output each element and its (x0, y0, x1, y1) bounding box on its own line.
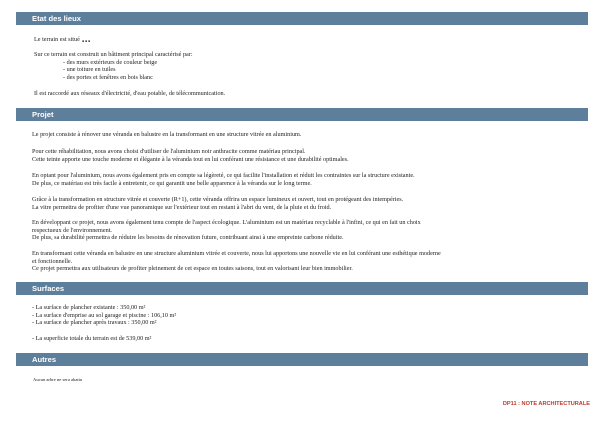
projet-paragraph: Grâce à la transformation en structure vitrée et couverte (R+1), cette véranda offrira un espace lumineux et ouvert, tout en protégeant des intempéries. (32, 196, 404, 203)
section-header-etat (16, 12, 588, 25)
construit-text: Sur ce terrain est construit un bâtiment principal caractérisé par: (34, 51, 193, 58)
projet-paragraph: La vitre permettra de profiter d'une vue panoramique sur l'extérieur tout en restant à l'abri du vent, de la pluie et du froid. (32, 203, 332, 211)
projet-paragraph: En transformant cette véranda en balustre en une structure aluminium vitrée et couverte, nous lui apportons une nouvelle vie en lui conférant une esthétique moderne (32, 250, 441, 257)
projet-paragraph: Le projet consiste à rénover une véranda en balustre en la transformant en une structure vitrée en aluminium. (32, 131, 302, 138)
surface-total: - La superficie totale du terrain est de 539,00 m² (32, 335, 152, 342)
section-title: Projet (32, 110, 54, 119)
list-item: - une toiture en tuiles (63, 66, 116, 73)
surface-line: - La surface d'emprise au sol garage et piscine : 106,10 m² (32, 311, 177, 319)
list-item: - des murs extérieurs de couleur beige (63, 58, 158, 66)
projet-paragraph: Cette teinte apporte une touche moderne et élégante à la véranda tout en lui conférant une résistance et une durabilité optimales. (32, 155, 349, 163)
surface-line: - La surface de plancher après travaux : 350,00 m² (32, 319, 157, 326)
section-title: Autres (32, 355, 57, 364)
section-header-autres (16, 353, 588, 366)
section-title: Surfaces (32, 284, 65, 293)
list-item: - des portes et fenêtres en bois blanc (63, 73, 153, 81)
situation-label: Le terrain est situé (34, 36, 80, 43)
projet-paragraph: De plus, sa durabilité permettra de réduire les besoins de rénovation future, contribuant ainsi à une empreinte carbone réduite. (32, 234, 344, 241)
page-footer-label: DP11 : NOTE ARCHITECTURALE (502, 401, 590, 407)
projet-paragraph: En développant ce projet, nous avons également tenu compte de l'aspect écologique. L'aluminium est un matériau recyclable à l'infini, ce qui en fait un choix (32, 219, 421, 226)
projet-paragraph: Ce projet permettra aux utilisateurs de profiter pleinement de cet espace en toutes saisons, tout en valorisant leur bien immobilier. (32, 265, 353, 272)
raccorde-text: Il est raccordé aux réseaux d'électricité, d'eau potable, de télécommunication. (34, 90, 226, 97)
projet-paragraph: De plus, ce matériau est très facile à entretenir, ce qui garantit une belle apparence à la véranda sur le long terme. (32, 179, 312, 187)
section-header-projet (16, 108, 588, 121)
autres-text: Aucun arbre ne sera abattu (33, 377, 83, 382)
section-header-surfaces (16, 282, 588, 295)
section-title: Etat des lieux (32, 14, 81, 23)
situation-line (34, 36, 91, 44)
surface-line: - La surface de plancher existante : 350,00 m² (32, 304, 146, 311)
projet-paragraph: En optant pour l'aluminium, nous avons également pris en compte sa légèreté, ce qui facilite l'installation et réduit les contraintes sur la structure existante. (32, 172, 415, 179)
projet-paragraph: et fonctionnelle. (32, 257, 73, 265)
projet-paragraph: respectueux de l'environnement. (32, 226, 112, 234)
projet-paragraph: Pour cette réhabilitation, nous avons choisi d'utiliser de l'aluminium noir anthracite comme matériau principal. (32, 148, 306, 155)
situation-value: ... (81, 34, 91, 45)
